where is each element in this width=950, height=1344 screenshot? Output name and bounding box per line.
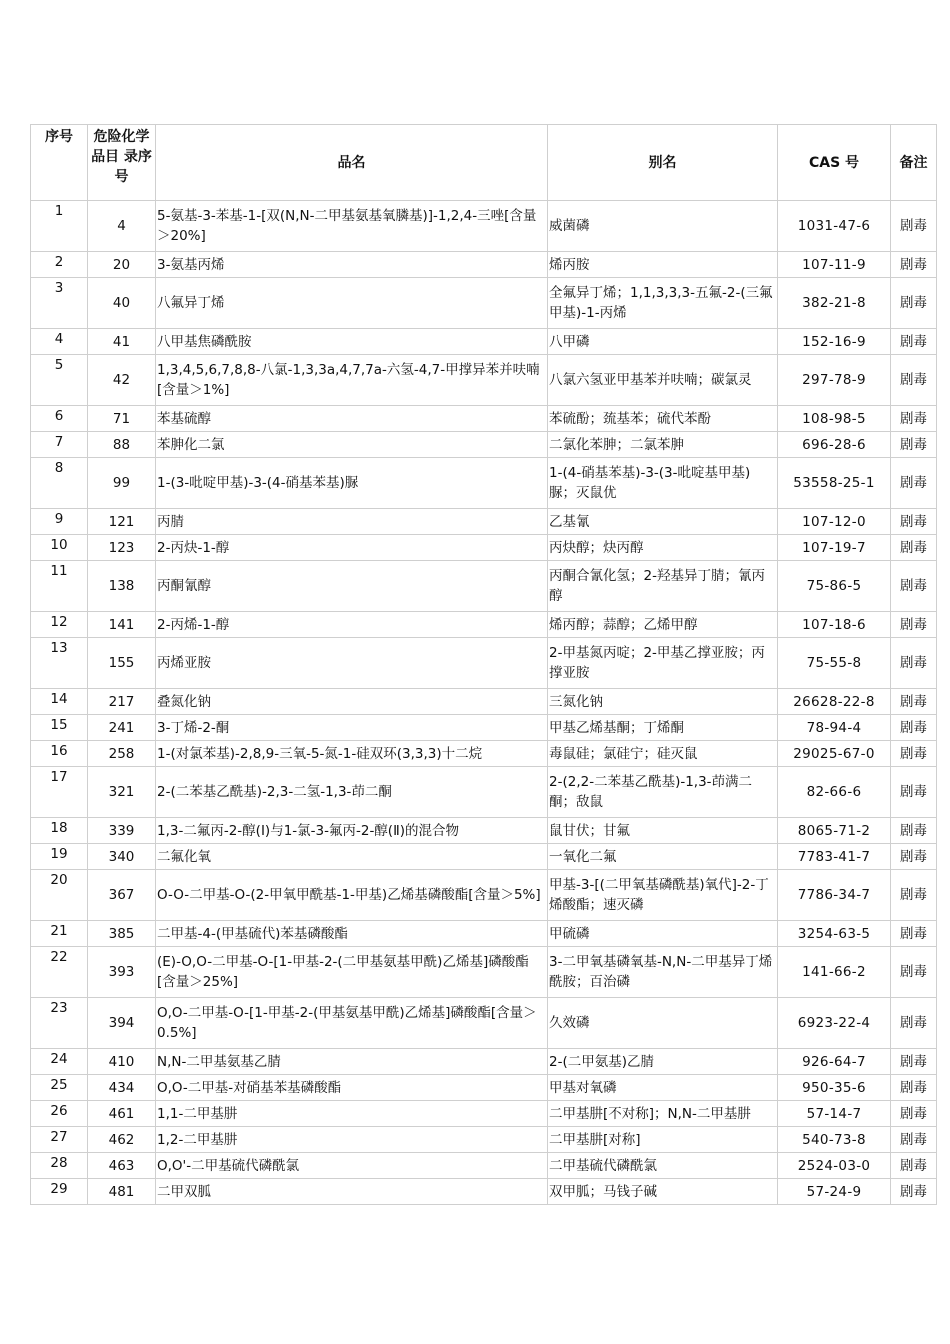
table-row xyxy=(31,509,937,535)
cell-catalog: 463 xyxy=(88,1153,156,1179)
cell-note: 剧毒 xyxy=(891,715,937,741)
cell-seq: 29 xyxy=(31,1179,88,1205)
table-row xyxy=(31,818,937,844)
cell-catalog: 155 xyxy=(88,638,156,689)
cell-cas: 82-66-6 xyxy=(778,767,891,818)
cell-cas: 53558-25-1 xyxy=(778,458,891,509)
cell-name: 2-(二苯基乙酰基)-2,3-二氢-1,3-茚二酮 xyxy=(156,767,548,818)
cell-catalog: 393 xyxy=(88,947,156,998)
cell-note: 剧毒 xyxy=(891,1075,937,1101)
cell-seq: 14 xyxy=(31,689,88,715)
cell-cas: 1031-47-6 xyxy=(778,201,891,252)
cell-seq: 17 xyxy=(31,767,88,818)
hazardous-chemicals-table xyxy=(30,124,937,1205)
cell-alias: 全氟异丁烯；1,1,3,3,3-五氟-2-(三氟甲基)-1-丙烯 xyxy=(548,278,778,329)
header-row xyxy=(31,125,937,201)
cell-catalog: 241 xyxy=(88,715,156,741)
cell-alias: 二甲基肼[不对称]；N,N-二甲基肼 xyxy=(548,1101,778,1127)
cell-cas: 696-28-6 xyxy=(778,432,891,458)
cell-catalog: 321 xyxy=(88,767,156,818)
cell-catalog: 20 xyxy=(88,252,156,278)
cell-catalog: 42 xyxy=(88,355,156,406)
header-cas: CAS 号 xyxy=(778,125,891,201)
cell-alias: 甲基-3-[(二甲氧基磷酰基)氧代]-2-丁烯酸酯；速灭磷 xyxy=(548,870,778,921)
cell-alias: 2-(2,2-二苯基乙酰基)-1,3-茚满二酮；敌鼠 xyxy=(548,767,778,818)
cell-cas: 75-86-5 xyxy=(778,561,891,612)
table-row xyxy=(31,458,937,509)
cell-alias: 二氯化苯胂；二氯苯胂 xyxy=(548,432,778,458)
cell-cas: 7783-41-7 xyxy=(778,844,891,870)
cell-note: 剧毒 xyxy=(891,998,937,1049)
cell-alias: 双甲胍；马钱子碱 xyxy=(548,1179,778,1205)
cell-note: 剧毒 xyxy=(891,1049,937,1075)
cell-alias: 毒鼠硅；氯硅宁；硅灭鼠 xyxy=(548,741,778,767)
cell-catalog: 367 xyxy=(88,870,156,921)
cell-alias: 三氮化钠 xyxy=(548,689,778,715)
cell-seq: 18 xyxy=(31,818,88,844)
cell-name: 二甲双胍 xyxy=(156,1179,548,1205)
cell-note: 剧毒 xyxy=(891,561,937,612)
cell-name: 1-(对氯苯基)-2,8,9-三氧-5-氮-1-硅双环(3,3,3)十二烷 xyxy=(156,741,548,767)
table-row xyxy=(31,741,937,767)
cell-catalog: 40 xyxy=(88,278,156,329)
cell-cas: 297-78-9 xyxy=(778,355,891,406)
cell-seq: 11 xyxy=(31,561,88,612)
cell-cas: 75-55-8 xyxy=(778,638,891,689)
table-row xyxy=(31,998,937,1049)
table-row xyxy=(31,689,937,715)
cell-alias: 1-(4-硝基苯基)-3-(3-吡啶基甲基)脲；灭鼠优 xyxy=(548,458,778,509)
table-row xyxy=(31,870,937,921)
cell-alias: 八甲磷 xyxy=(548,329,778,355)
cell-alias: 丙炔醇；炔丙醇 xyxy=(548,535,778,561)
cell-catalog: 394 xyxy=(88,998,156,1049)
cell-name: 1,3,4,5,6,7,8,8-八氯-1,3,3a,4,7,7a-六氢-4,7-甲撑异苯并呋喃[含量＞1%] xyxy=(156,355,548,406)
cell-name: 5-氨基-3-苯基-1-[双(N,N-二甲基氨基氧膦基)]-1,2,4-三唑[含量＞20%] xyxy=(156,201,548,252)
cell-note: 剧毒 xyxy=(891,1101,937,1127)
cell-name: O,O-二甲基-对硝基苯基磷酸酯 xyxy=(156,1075,548,1101)
cell-catalog: 385 xyxy=(88,921,156,947)
cell-name: O-O-二甲基-O-(2-甲氧甲酰基-1-甲基)乙烯基磷酸酯[含量＞5%] xyxy=(156,870,548,921)
cell-seq: 13 xyxy=(31,638,88,689)
cell-cas: 107-18-6 xyxy=(778,612,891,638)
cell-alias: 烯丙醇；蒜醇；乙烯甲醇 xyxy=(548,612,778,638)
table-row xyxy=(31,329,937,355)
cell-seq: 1 xyxy=(31,201,88,252)
cell-note: 剧毒 xyxy=(891,767,937,818)
cell-name: 苯胂化二氯 xyxy=(156,432,548,458)
cell-seq: 26 xyxy=(31,1101,88,1127)
cell-alias: 八氯六氢亚甲基苯并呋喃；碳氯灵 xyxy=(548,355,778,406)
cell-alias: 2-甲基氮丙啶；2-甲基乙撑亚胺；丙撑亚胺 xyxy=(548,638,778,689)
header-note: 备注 xyxy=(891,125,937,201)
cell-note: 剧毒 xyxy=(891,509,937,535)
cell-note: 剧毒 xyxy=(891,535,937,561)
cell-seq: 25 xyxy=(31,1075,88,1101)
cell-note: 剧毒 xyxy=(891,406,937,432)
cell-cas: 8065-71-2 xyxy=(778,818,891,844)
cell-note: 剧毒 xyxy=(891,818,937,844)
table-row xyxy=(31,561,937,612)
cell-name: 二氟化氧 xyxy=(156,844,548,870)
cell-note: 剧毒 xyxy=(891,870,937,921)
table-body xyxy=(31,201,937,1205)
table-row xyxy=(31,947,937,998)
cell-catalog: 339 xyxy=(88,818,156,844)
cell-cas: 7786-34-7 xyxy=(778,870,891,921)
cell-catalog: 434 xyxy=(88,1075,156,1101)
header-seq: 序号 xyxy=(31,125,88,201)
cell-alias: 一氧化二氟 xyxy=(548,844,778,870)
cell-note: 剧毒 xyxy=(891,355,937,406)
cell-cas: 78-94-4 xyxy=(778,715,891,741)
header-catalog: 危险化学品目 录序号 xyxy=(88,125,156,201)
cell-name: 叠氮化钠 xyxy=(156,689,548,715)
table-row xyxy=(31,638,937,689)
cell-catalog: 481 xyxy=(88,1179,156,1205)
cell-alias: 甲硫磷 xyxy=(548,921,778,947)
cell-alias: 甲基对氧磷 xyxy=(548,1075,778,1101)
cell-note: 剧毒 xyxy=(891,921,937,947)
cell-note: 剧毒 xyxy=(891,1153,937,1179)
table-row xyxy=(31,844,937,870)
cell-seq: 20 xyxy=(31,870,88,921)
cell-name: 丙烯亚胺 xyxy=(156,638,548,689)
cell-note: 剧毒 xyxy=(891,1179,937,1205)
cell-name: N,N-二甲基氨基乙腈 xyxy=(156,1049,548,1075)
cell-note: 剧毒 xyxy=(891,432,937,458)
table-row xyxy=(31,1049,937,1075)
cell-catalog: 99 xyxy=(88,458,156,509)
cell-note: 剧毒 xyxy=(891,278,937,329)
cell-seq: 21 xyxy=(31,921,88,947)
cell-note: 剧毒 xyxy=(891,844,937,870)
table-row xyxy=(31,201,937,252)
cell-alias: 甲基乙烯基酮；丁烯酮 xyxy=(548,715,778,741)
cell-name: 八氟异丁烯 xyxy=(156,278,548,329)
cell-catalog: 258 xyxy=(88,741,156,767)
cell-cas: 540-73-8 xyxy=(778,1127,891,1153)
cell-name: (E)-O,O-二甲基-O-[1-甲基-2-(二甲基氨基甲酰)乙烯基]磷酸酯[含量＞25%] xyxy=(156,947,548,998)
cell-seq: 24 xyxy=(31,1049,88,1075)
cell-cas: 2524-03-0 xyxy=(778,1153,891,1179)
cell-cas: 6923-22-4 xyxy=(778,998,891,1049)
cell-note: 剧毒 xyxy=(891,638,937,689)
cell-alias: 威菌磷 xyxy=(548,201,778,252)
cell-seq: 19 xyxy=(31,844,88,870)
cell-note: 剧毒 xyxy=(891,689,937,715)
cell-cas: 107-19-7 xyxy=(778,535,891,561)
table-row xyxy=(31,1179,937,1205)
cell-catalog: 121 xyxy=(88,509,156,535)
table-row xyxy=(31,535,937,561)
cell-name: 1,3-二氟丙-2-醇(Ⅰ)与1-氯-3-氟丙-2-醇(Ⅱ)的混合物 xyxy=(156,818,548,844)
cell-catalog: 138 xyxy=(88,561,156,612)
table-row xyxy=(31,1153,937,1179)
header-alias: 别名 xyxy=(548,125,778,201)
table-row xyxy=(31,355,937,406)
cell-note: 剧毒 xyxy=(891,201,937,252)
cell-seq: 5 xyxy=(31,355,88,406)
cell-catalog: 4 xyxy=(88,201,156,252)
cell-seq: 16 xyxy=(31,741,88,767)
cell-note: 剧毒 xyxy=(891,612,937,638)
cell-cas: 57-14-7 xyxy=(778,1101,891,1127)
cell-name: 2-丙炔-1-醇 xyxy=(156,535,548,561)
cell-name: 苯基硫醇 xyxy=(156,406,548,432)
cell-name: 丙酮氰醇 xyxy=(156,561,548,612)
table-row xyxy=(31,278,937,329)
cell-alias: 3-二甲氧基磷氧基-N,N-二甲基异丁烯酰胺；百治磷 xyxy=(548,947,778,998)
header-name: 品名 xyxy=(156,125,548,201)
cell-note: 剧毒 xyxy=(891,458,937,509)
cell-cas: 107-12-0 xyxy=(778,509,891,535)
cell-name: O,O-二甲基-O-[1-甲基-2-(甲基氨基甲酰)乙烯基]磷酸酯[含量＞0.5%] xyxy=(156,998,548,1049)
cell-cas: 57-24-9 xyxy=(778,1179,891,1205)
cell-cas: 108-98-5 xyxy=(778,406,891,432)
cell-alias: 2-(二甲氨基)乙腈 xyxy=(548,1049,778,1075)
table-row xyxy=(31,252,937,278)
cell-note: 剧毒 xyxy=(891,252,937,278)
cell-alias: 鼠甘伏；甘氟 xyxy=(548,818,778,844)
table-row xyxy=(31,406,937,432)
cell-seq: 6 xyxy=(31,406,88,432)
cell-cas: 950-35-6 xyxy=(778,1075,891,1101)
cell-name: 丙腈 xyxy=(156,509,548,535)
cell-note: 剧毒 xyxy=(891,329,937,355)
cell-cas: 107-11-9 xyxy=(778,252,891,278)
cell-seq: 12 xyxy=(31,612,88,638)
cell-cas: 926-64-7 xyxy=(778,1049,891,1075)
cell-name: 二甲基-4-(甲基硫代)苯基磷酸酯 xyxy=(156,921,548,947)
cell-name: 1-(3-吡啶甲基)-3-(4-硝基苯基)脲 xyxy=(156,458,548,509)
cell-catalog: 41 xyxy=(88,329,156,355)
cell-cas: 26628-22-8 xyxy=(778,689,891,715)
cell-alias: 乙基氰 xyxy=(548,509,778,535)
cell-name: 3-氨基丙烯 xyxy=(156,252,548,278)
cell-cas: 3254-63-5 xyxy=(778,921,891,947)
cell-seq: 3 xyxy=(31,278,88,329)
cell-catalog: 461 xyxy=(88,1101,156,1127)
table-row xyxy=(31,432,937,458)
table-row xyxy=(31,1127,937,1153)
cell-seq: 4 xyxy=(31,329,88,355)
cell-seq: 7 xyxy=(31,432,88,458)
cell-alias: 久效磷 xyxy=(548,998,778,1049)
table-row xyxy=(31,921,937,947)
cell-alias: 二甲基硫代磷酰氯 xyxy=(548,1153,778,1179)
cell-alias: 丙酮合氰化氢；2-羟基异丁腈；氰丙醇 xyxy=(548,561,778,612)
cell-catalog: 410 xyxy=(88,1049,156,1075)
cell-name: 3-丁烯-2-酮 xyxy=(156,715,548,741)
cell-seq: 23 xyxy=(31,998,88,1049)
cell-note: 剧毒 xyxy=(891,947,937,998)
cell-catalog: 217 xyxy=(88,689,156,715)
cell-name: O,O'-二甲基硫代磷酰氯 xyxy=(156,1153,548,1179)
cell-name: 1,2-二甲基肼 xyxy=(156,1127,548,1153)
cell-catalog: 123 xyxy=(88,535,156,561)
table-row xyxy=(31,715,937,741)
cell-cas: 29025-67-0 xyxy=(778,741,891,767)
cell-seq: 8 xyxy=(31,458,88,509)
cell-cas: 382-21-8 xyxy=(778,278,891,329)
cell-name: 2-丙烯-1-醇 xyxy=(156,612,548,638)
table-row xyxy=(31,1101,937,1127)
cell-catalog: 141 xyxy=(88,612,156,638)
cell-alias: 苯硫酚；巯基苯；硫代苯酚 xyxy=(548,406,778,432)
cell-seq: 15 xyxy=(31,715,88,741)
cell-seq: 9 xyxy=(31,509,88,535)
table-row xyxy=(31,767,937,818)
cell-catalog: 88 xyxy=(88,432,156,458)
cell-name: 1,1-二甲基肼 xyxy=(156,1101,548,1127)
cell-alias: 烯丙胺 xyxy=(548,252,778,278)
cell-catalog: 71 xyxy=(88,406,156,432)
cell-seq: 27 xyxy=(31,1127,88,1153)
cell-seq: 2 xyxy=(31,252,88,278)
table-row xyxy=(31,1075,937,1101)
table-row xyxy=(31,612,937,638)
cell-note: 剧毒 xyxy=(891,741,937,767)
cell-note: 剧毒 xyxy=(891,1127,937,1153)
cell-cas: 141-66-2 xyxy=(778,947,891,998)
cell-catalog: 340 xyxy=(88,844,156,870)
cell-seq: 28 xyxy=(31,1153,88,1179)
cell-seq: 22 xyxy=(31,947,88,998)
cell-cas: 152-16-9 xyxy=(778,329,891,355)
cell-alias: 二甲基肼[对称] xyxy=(548,1127,778,1153)
cell-name: 八甲基焦磷酰胺 xyxy=(156,329,548,355)
cell-seq: 10 xyxy=(31,535,88,561)
cell-catalog: 462 xyxy=(88,1127,156,1153)
